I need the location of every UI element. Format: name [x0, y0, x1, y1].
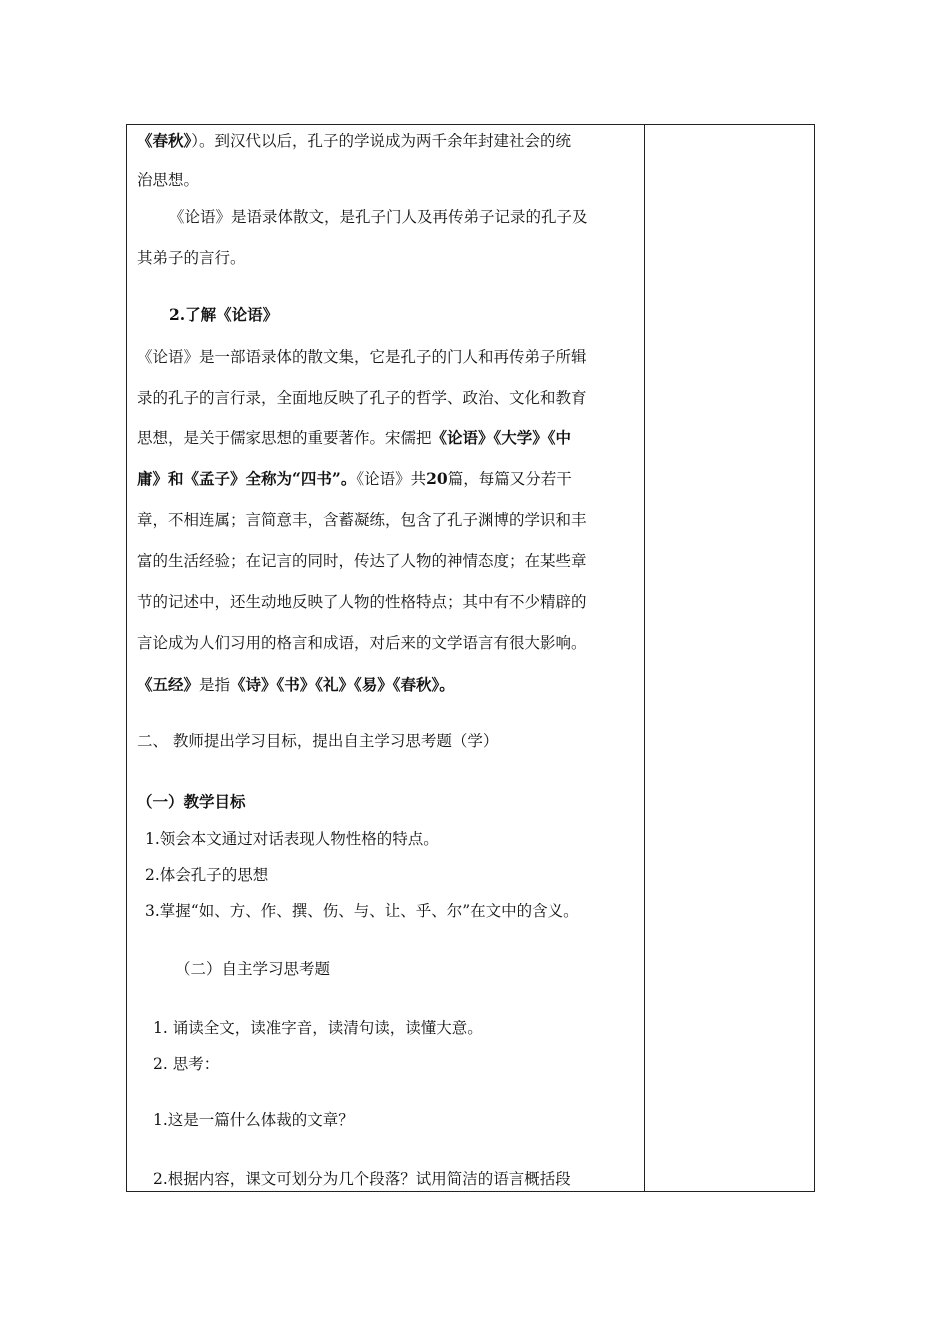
content-column: [127, 125, 643, 1191]
goal-item: 3.掌握“如、方、作、撰、伤、与、让、乎、尔”在文中的含义。: [145, 902, 579, 920]
bold-number: 20: [426, 469, 448, 488]
question-item: 1. 诵读全文，读准字音，读清句读，读懂大意。: [153, 1019, 483, 1037]
text-span: 是指: [199, 676, 231, 694]
paragraph-line: 富的生活经验；在记言的同时，传达了人物的神情态度；在某些章: [137, 552, 587, 570]
question-item: 2. 思考：: [153, 1055, 220, 1073]
bold-span: 《五经》: [137, 675, 200, 694]
paragraph-line: 《论语》是一部语录体的散文集，它是孔子的门人和再传弟子所辑: [137, 348, 587, 366]
paragraph-line: 录的孔子的言行录，全面地反映了孔子的哲学、政治、文化和教育: [137, 389, 587, 407]
paragraph-line: 治思想。: [137, 171, 200, 189]
paragraph-line: [137, 428, 571, 448]
goal-item: 1.领会本文通过对话表现人物性格的特点。: [145, 830, 439, 848]
text-span: ）。到汉代以后，孔子的学说成为两千余年封建社会的统: [191, 132, 572, 150]
section-heading: 二、 教师提出学习目标，提出自主学习思考题（学）: [137, 732, 499, 750]
sub-question: 1.这是一篇什么体裁的文章？: [153, 1111, 354, 1129]
lesson-table: [126, 124, 815, 1192]
paragraph-line: 章，不相连属；言简意丰，含蓄凝练，包含了孔子渊博的学识和丰: [137, 511, 587, 529]
questions-heading: （二）自主学习思考题: [175, 960, 331, 978]
bold-title: 《春秋》: [137, 131, 192, 150]
paragraph-line: 《论语》是语录体散文，是孔子门人及再传弟子记录的孔子及: [169, 208, 588, 226]
bold-span: 《诗》《书》《礼》《易》《春秋》。: [230, 675, 455, 694]
notes-column: [645, 125, 814, 1191]
text-span: 思想，是关于儒家思想的重要著作。宋儒把: [137, 429, 432, 447]
sub-question: 2.根据内容，课文可划分为几个段落？试用简洁的语言概括段: [153, 1170, 571, 1188]
goals-heading: （一）教学目标: [137, 792, 246, 811]
paragraph-line: 言论成为人们习用的格言和成语，对后来的文学语言有很大影响。: [137, 634, 587, 652]
text-span: 《论语》共: [356, 470, 427, 488]
paragraph-line: 节的记述中，还生动地反映了人物的性格特点；其中有不少精辟的: [137, 593, 587, 611]
paragraph-line: [137, 469, 572, 489]
bold-span: 庸》和《孟子》全称为“四书”。: [137, 469, 357, 488]
text-span: 篇，每篇又分若干: [447, 470, 572, 488]
bold-span: 《论语》《大学》《中: [431, 428, 572, 447]
paragraph-line: 其弟子的言行。: [137, 249, 246, 267]
paragraph-line: [137, 675, 455, 695]
paragraph-line: [137, 131, 571, 151]
section-heading: 2.了解《论语》: [169, 305, 279, 324]
goal-item: 2.体会孔子的思想: [145, 866, 269, 884]
